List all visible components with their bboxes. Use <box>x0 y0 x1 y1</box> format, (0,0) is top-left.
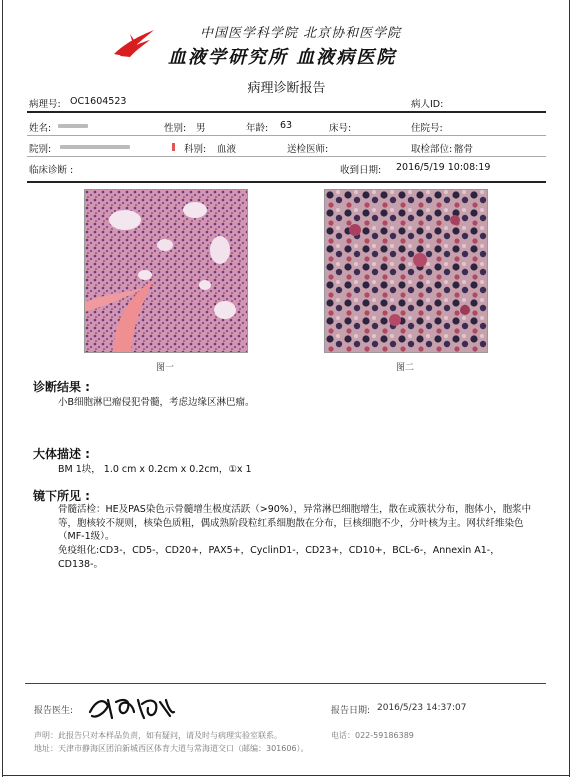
gross-text: BM 1块， 1.0 cm x 0.2cm x 0.2cm，①x 1 <box>58 464 252 475</box>
bed-label: 床号: <box>329 123 352 134</box>
diagnosis-section-title: 诊断结果 : <box>33 380 90 394</box>
report-date-value: 2016/5/23 14:37:07 <box>377 703 467 713</box>
header-institute-line2: 血液学研究所 血液病医院 <box>168 47 397 68</box>
diagnosis-text: 小B细胞淋巴瘤侵犯骨髓，考虑边缘区淋巴瘤。 <box>58 397 255 408</box>
referring-doctor-label: 送检医师: <box>287 144 329 155</box>
page-border-bottom <box>2 775 570 776</box>
department-label: 科别: <box>184 144 207 155</box>
microscopic-section-title: 镜下所见 : <box>33 489 90 503</box>
figure-2-caption: 图二 <box>396 363 415 373</box>
footer-divider <box>25 683 546 684</box>
page-border-right <box>569 0 570 777</box>
report-date-label: 报告日期: <box>331 706 371 716</box>
immunohistochemistry-text: 免疫组化:CD3-，CD5-，CD20+，PAX5+，CyclinD1-，CD23+，CD10+，BCL-6-，Annexin A1-，CD138-。 <box>58 545 500 570</box>
hospital-label: 院别: <box>29 144 52 155</box>
department-value: 血液 <box>217 144 237 155</box>
name-redacted <box>58 124 88 128</box>
received-date-value: 2016/5/19 10:08:19 <box>396 162 491 173</box>
specimen-site-value: 髂骨 <box>454 144 474 155</box>
clinical-diagnosis-label: 临床诊断 : <box>29 165 74 176</box>
doctor-signature <box>86 690 176 724</box>
microscopic-text: 骨髓活检：HE及PAS染色示骨髓增生极度活跃（>90%），异常淋巴细胞增生，散在或簇状分布，胞体小，胞浆中等，胞核较不规则，核染色质粗，偶成熟阶段粒红系细胞散在分布，巨核细胞不少，分叶核为主。网状纤维染色（MF-1级）。 <box>58 504 532 542</box>
reporting-doctor-label: 报告医生: <box>34 706 74 716</box>
admission-number-label: 住院号: <box>411 123 443 134</box>
report-title: 病理诊断报告 <box>247 81 326 96</box>
divider-4 <box>27 181 546 183</box>
gross-section-title: 大体描述 : <box>33 447 90 461</box>
lab-phone: 电话：022-59186389 <box>331 731 414 740</box>
figure-1-caption: 图一 <box>156 363 175 373</box>
red-mark <box>172 143 175 151</box>
disclaimer-text: 声明：此报告只对本样品负责，如有疑问，请及时与病理实验室联系。 <box>34 731 282 740</box>
hospital-redacted <box>60 145 130 149</box>
pathology-number-value: OC1604523 <box>70 96 127 107</box>
name-label: 姓名: <box>29 123 52 134</box>
page-border-left <box>2 0 3 777</box>
patient-id-label: 病人ID: <box>411 99 444 110</box>
histology-image-1 <box>84 189 248 353</box>
histology-image-2 <box>324 189 488 353</box>
received-date-label: 收到日期: <box>340 165 382 176</box>
divider-2 <box>27 135 546 136</box>
specimen-site-label: 取检部位: <box>411 144 453 155</box>
header-institute-line1: 中国医学科学院 北京协和医学院 <box>200 26 402 41</box>
divider-3 <box>27 156 546 157</box>
hospital-address: 地址：天津市静海区团泊新城西区体育大道与常海道交口（邮编：301606）。 <box>34 744 309 753</box>
pathology-number-label: 病理号: <box>29 99 61 110</box>
sex-label: 性别: <box>164 123 187 134</box>
age-label: 年龄: <box>246 123 269 134</box>
age-value: 63 <box>280 120 293 131</box>
divider-1 <box>27 111 546 113</box>
sex-value: 男 <box>196 123 206 134</box>
institute-logo <box>112 28 156 58</box>
